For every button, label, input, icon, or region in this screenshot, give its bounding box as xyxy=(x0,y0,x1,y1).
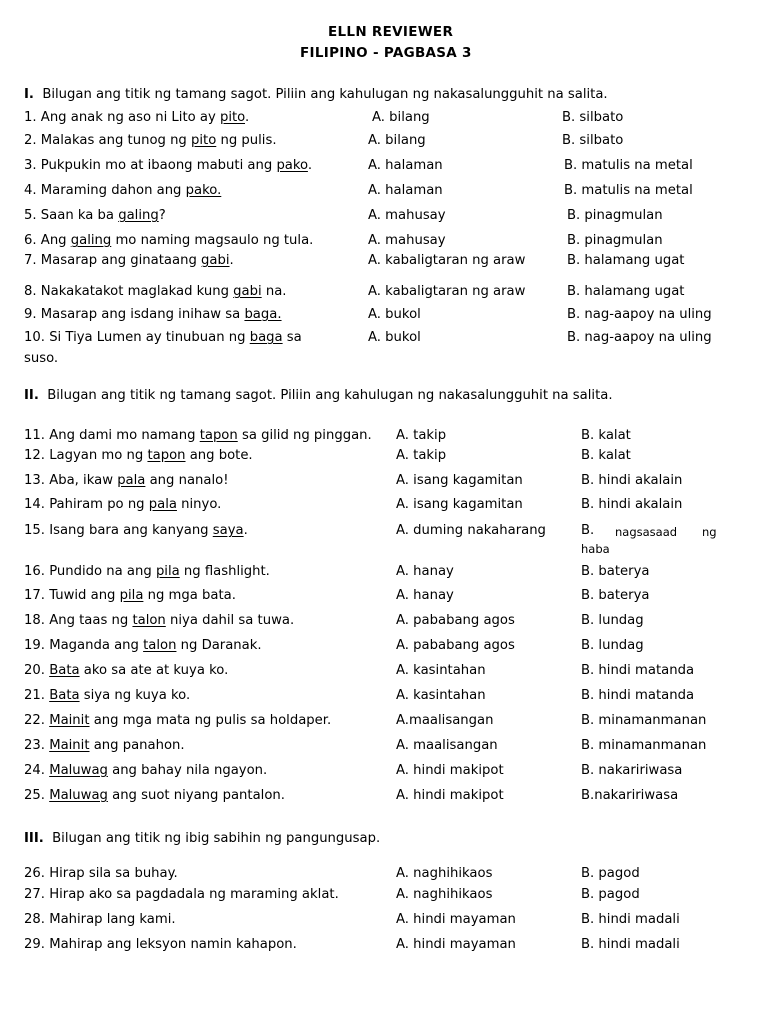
question-text xyxy=(24,306,282,323)
underlined-word: pako. xyxy=(185,183,222,198)
choice-b[interactable]: B. nag-aapoy na uling xyxy=(567,330,712,345)
underlined-word: baga xyxy=(249,330,283,345)
question-pre: Ang xyxy=(40,233,71,248)
question-post: . xyxy=(307,158,313,173)
underlined-word: talon xyxy=(143,638,177,653)
choice-b[interactable]: B. kalat xyxy=(581,428,631,443)
underlined-word: pila xyxy=(155,564,180,579)
choice-b[interactable]: B. minamanmanan xyxy=(581,713,707,728)
choice-b-text: nagsasaad xyxy=(615,525,678,539)
question-post: siya ng kuya ko. xyxy=(79,688,191,703)
choice-a[interactable]: A. hindi mayaman xyxy=(396,937,516,952)
question-text xyxy=(24,687,190,704)
underlined-word: Maluwag xyxy=(49,763,108,778)
choice-b[interactable]: B. pinagmulan xyxy=(567,208,663,223)
question-post: ang panahon. xyxy=(89,738,185,753)
choice-b[interactable]: B. silbato xyxy=(562,133,624,148)
question-number: 24. xyxy=(24,763,45,778)
question-text xyxy=(24,447,253,464)
document-title: ELLN REVIEWER xyxy=(328,24,454,40)
question-pre: Tuwid ang xyxy=(49,588,120,603)
question-text xyxy=(24,911,176,928)
underlined-word: pala xyxy=(148,497,177,512)
underlined-word: pila xyxy=(119,588,144,603)
question-pre: Ang dami mo namang xyxy=(49,428,200,443)
choice-a[interactable]: A. halaman xyxy=(368,183,443,198)
question-text xyxy=(24,762,267,779)
choice-a[interactable]: A. hindi mayaman xyxy=(396,912,516,927)
choice-b[interactable]: B. xyxy=(581,523,595,538)
section-3-instruction-text: Bilugan ang titik ng ibig sabihin ng pangungusap. xyxy=(52,831,381,846)
question-text xyxy=(24,157,312,174)
choice-a[interactable]: A. hanay xyxy=(396,564,454,579)
choice-b-text: ng xyxy=(702,525,717,539)
choice-a[interactable]: A. kasintahan xyxy=(396,663,486,678)
question-pre: Isang bara ang kanyang xyxy=(49,523,213,538)
question-post: ang nanalo! xyxy=(145,473,229,488)
question-pre: Nakakatakot maglakad kung xyxy=(40,284,234,299)
question-pre: Maganda ang xyxy=(49,638,144,653)
question-number: 5. xyxy=(24,208,37,223)
choice-b[interactable]: B. nakaririwasa xyxy=(581,763,683,778)
question-pre: Hirap ako sa pagdadala ng maraming aklat. xyxy=(49,887,339,902)
choice-a[interactable]: A. kabaligtaran ng araw xyxy=(368,253,526,268)
question-post: ng flashlight. xyxy=(179,564,270,579)
question-post: . xyxy=(229,253,234,268)
question-pre: Mahirap lang kami. xyxy=(49,912,176,927)
question-post: ng mga bata. xyxy=(143,588,236,603)
choice-a[interactable]: A. hindi makipot xyxy=(396,763,504,778)
underlined-word: pako xyxy=(276,158,308,173)
choice-a[interactable]: A. duming nakaharang xyxy=(396,523,546,538)
question-number: 1. xyxy=(24,110,37,125)
choice-a[interactable]: A. isang kagamitan xyxy=(396,497,523,512)
underlined-word: Maluwag xyxy=(49,788,108,803)
underlined-word: galing xyxy=(118,208,159,223)
question-post: ang mga mata ng pulis sa holdaper. xyxy=(89,713,332,728)
choice-b[interactable]: B. matulis na metal xyxy=(564,183,693,198)
question-post: sa xyxy=(282,330,302,345)
question-number: 22. xyxy=(24,713,45,728)
choice-b[interactable]: B. pinagmulan xyxy=(567,233,663,248)
question-pre: Masarap ang ginataang xyxy=(40,253,202,268)
choice-b[interactable]: B. nag-aapoy na uling xyxy=(567,307,712,322)
choice-a[interactable]: A. halaman xyxy=(368,158,443,173)
underlined-word: Bata xyxy=(49,663,80,678)
question-pre: Lagyan mo ng xyxy=(49,448,148,463)
section-1-numeral: I. xyxy=(24,87,34,102)
question-number: 16. xyxy=(24,564,45,579)
choice-a[interactable]: A. hanay xyxy=(396,588,454,603)
question-text xyxy=(24,787,285,804)
question-post: ang suot niyang pantalon. xyxy=(107,788,285,803)
question-text xyxy=(24,637,262,654)
question-text xyxy=(24,207,166,224)
choice-b[interactable]: B. hindi madali xyxy=(581,912,680,927)
question-number: 21. xyxy=(24,688,45,703)
choice-a[interactable]: A. hindi makipot xyxy=(396,788,504,803)
question-text xyxy=(24,522,248,539)
choice-a[interactable]: A. bilang xyxy=(372,110,430,125)
question-number: 26. xyxy=(24,866,45,881)
question-number: 14. xyxy=(24,497,45,512)
question-pre: Si Tiya Lumen ay tinubuan ng xyxy=(49,330,250,345)
choice-b[interactable]: B. minamanmanan xyxy=(581,738,707,753)
choice-b-continuation: haba xyxy=(581,542,610,556)
question-text xyxy=(24,472,228,489)
underlined-word: Mainit xyxy=(49,738,90,753)
question-post: . xyxy=(245,110,250,125)
question-pre: Pundido na ang xyxy=(49,564,156,579)
choice-b[interactable]: B. silbato xyxy=(562,110,624,125)
choice-a[interactable]: A. bilang xyxy=(368,133,426,148)
choice-a[interactable]: A. kasintahan xyxy=(396,688,486,703)
choice-a[interactable]: A. mahusay xyxy=(368,208,446,223)
question-continuation: suso. xyxy=(24,351,59,366)
section-2-numeral: II. xyxy=(24,388,39,403)
question-number: 3. xyxy=(24,158,37,173)
question-post: mo naming magsaulo ng tula. xyxy=(111,233,314,248)
choice-a[interactable]: A. kabaligtaran ng araw xyxy=(368,284,526,299)
question-post: ninyo. xyxy=(176,497,222,512)
question-text xyxy=(24,865,178,882)
question-text xyxy=(24,109,249,126)
underlined-word: gabi xyxy=(233,284,262,299)
underlined-word: gabi xyxy=(201,253,230,268)
question-number: 6. xyxy=(24,233,37,248)
underlined-word: pala xyxy=(117,473,146,488)
question-text xyxy=(24,283,287,300)
question-pre: Saan ka ba xyxy=(40,208,119,223)
question-number: 18. xyxy=(24,613,45,628)
question-post: ang bote. xyxy=(185,448,253,463)
question-text xyxy=(24,886,339,903)
question-pre: Pukpukin mo at ibaong mabuti ang xyxy=(40,158,277,173)
question-number: 17. xyxy=(24,588,45,603)
choice-a[interactable]: A. bukol xyxy=(368,330,421,345)
question-pre: Aba, ikaw xyxy=(49,473,118,488)
choice-b[interactable]: B. pagod xyxy=(581,887,640,902)
choice-a[interactable]: A. pababang agos xyxy=(396,638,515,653)
question-number: 7. xyxy=(24,253,37,268)
question-post: ako sa ate at kuya ko. xyxy=(79,663,229,678)
underlined-word: Bata xyxy=(49,688,80,703)
choice-b[interactable]: B. pagod xyxy=(581,866,640,881)
section-1-instruction-text: Bilugan ang titik ng tamang sagot. Piliin ang kahulugan ng nakasalungguhit na salita. xyxy=(42,87,608,102)
question-number: 11. xyxy=(24,428,45,443)
question-text xyxy=(24,612,294,629)
question-number: 15. xyxy=(24,523,45,538)
question-text xyxy=(24,496,221,513)
underlined-word: tapon xyxy=(199,428,238,443)
question-number: 23. xyxy=(24,738,45,753)
choice-b[interactable]: B.nakaririwasa xyxy=(581,788,679,803)
question-post: ang bahay nila ngayon. xyxy=(107,763,268,778)
question-text xyxy=(24,737,185,754)
choice-b[interactable]: B. kalat xyxy=(581,448,631,463)
underlined-word: talon xyxy=(132,613,166,628)
choice-b[interactable]: B. matulis na metal xyxy=(564,158,693,173)
section-2-instruction-text: Bilugan ang titik ng tamang sagot. Piliin ang kahulugan ng nakasalungguhit na salita. xyxy=(47,388,613,403)
choice-a[interactable]: A.maalisangan xyxy=(396,713,494,728)
choice-a[interactable]: A. mahusay xyxy=(368,233,446,248)
question-post: . xyxy=(243,523,248,538)
question-pre: Mahirap ang leksyon namin kahapon. xyxy=(49,937,297,952)
question-pre: Masarap ang isdang inihaw sa xyxy=(40,307,245,322)
question-number: 8. xyxy=(24,284,37,299)
question-pre: Pahiram po ng xyxy=(49,497,149,512)
question-pre: Ang taas ng xyxy=(49,613,133,628)
choice-b[interactable]: B. hindi akalain xyxy=(581,473,683,488)
document-subtitle: FILIPINO - PAGBASA 3 xyxy=(300,45,472,61)
question-number: 19. xyxy=(24,638,45,653)
question-text xyxy=(24,132,277,149)
section-3-instruction xyxy=(24,830,380,847)
underlined-word: tapon xyxy=(147,448,186,463)
question-post: ng Daranak. xyxy=(176,638,262,653)
choice-a[interactable]: A. maalisangan xyxy=(396,738,498,753)
question-number: 4. xyxy=(24,183,37,198)
question-post: niya dahil sa tuwa. xyxy=(165,613,295,628)
underlined-word: pito xyxy=(191,133,217,148)
choice-a[interactable]: A. isang kagamitan xyxy=(396,473,523,488)
question-pre: Maraming dahon ang xyxy=(40,183,186,198)
question-text xyxy=(24,563,270,580)
choice-a[interactable]: A. takip xyxy=(396,448,447,463)
question-text xyxy=(24,662,228,679)
question-pre: Malakas ang tunog ng xyxy=(40,133,191,148)
choice-b[interactable]: B. hindi madali xyxy=(581,937,680,952)
choice-b[interactable]: B. halamang ugat xyxy=(567,253,685,268)
question-text xyxy=(24,427,372,444)
choice-a[interactable]: A. naghihikaos xyxy=(396,887,493,902)
question-number: 10. xyxy=(24,330,45,345)
question-post: sa gilid ng pinggan. xyxy=(237,428,372,443)
section-1-instruction xyxy=(24,86,608,103)
question-text xyxy=(24,712,331,729)
section-2-instruction xyxy=(24,387,613,404)
question-post: ? xyxy=(158,208,166,223)
underlined-word: baga. xyxy=(244,307,282,322)
question-text xyxy=(24,252,234,269)
choice-b[interactable]: B. hindi matanda xyxy=(581,663,695,678)
choice-a[interactable]: A. takip xyxy=(396,428,447,443)
choice-b[interactable]: B. lundag xyxy=(581,613,644,628)
question-pre: Ang anak ng aso ni Lito ay xyxy=(40,110,220,125)
choice-a[interactable]: A. naghihikaos xyxy=(396,866,493,881)
question-post: ng pulis. xyxy=(216,133,277,148)
choice-b[interactable]: B. baterya xyxy=(581,564,650,579)
section-3-numeral: III. xyxy=(24,831,44,846)
question-number: 25. xyxy=(24,788,45,803)
question-number: 27. xyxy=(24,887,45,902)
question-number: 28. xyxy=(24,912,45,927)
question-number: 29. xyxy=(24,937,45,952)
question-text xyxy=(24,936,297,953)
question-number: 13. xyxy=(24,473,45,488)
question-post: na. xyxy=(261,284,287,299)
question-number: 9. xyxy=(24,307,37,322)
question-number: 2. xyxy=(24,133,37,148)
choice-b[interactable]: B. hindi akalain xyxy=(581,497,683,512)
question-pre: Hirap sila sa buhay. xyxy=(49,866,178,881)
question-number: 20. xyxy=(24,663,45,678)
underlined-word: Mainit xyxy=(49,713,90,728)
question-text xyxy=(24,587,236,604)
question-text xyxy=(24,329,302,346)
choice-b[interactable]: B. lundag xyxy=(581,638,644,653)
choice-b[interactable]: B. halamang ugat xyxy=(567,284,685,299)
question-text xyxy=(24,232,313,249)
choice-a[interactable]: A. bukol xyxy=(368,307,421,322)
question-text xyxy=(24,182,221,199)
choice-b[interactable]: B. baterya xyxy=(581,588,650,603)
choice-a[interactable]: A. pababang agos xyxy=(396,613,515,628)
underlined-word: galing xyxy=(70,233,112,248)
choice-b[interactable]: B. hindi matanda xyxy=(581,688,695,703)
underlined-word: saya xyxy=(212,523,244,538)
question-number: 12. xyxy=(24,448,45,463)
underlined-word: pito xyxy=(219,110,246,125)
